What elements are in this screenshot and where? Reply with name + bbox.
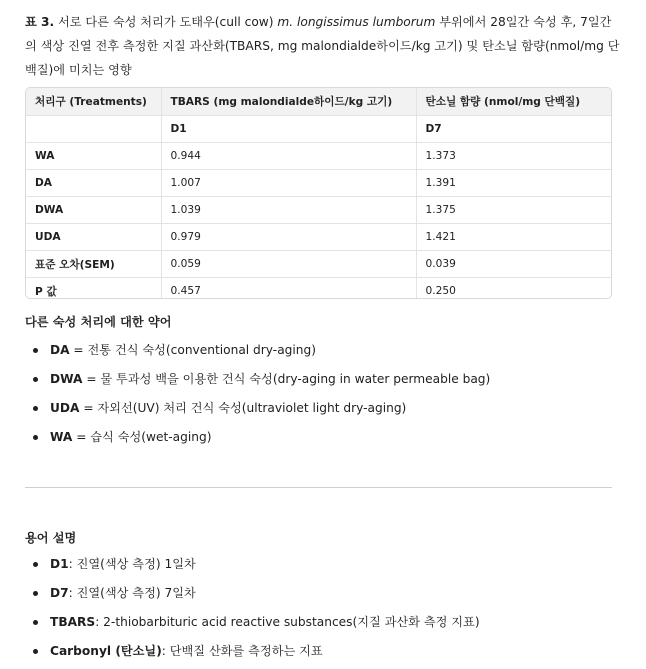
carbonyl-value: 1.373 <box>416 143 612 170</box>
tbars-value: 1.007 <box>161 170 416 197</box>
abbrev-term: WA <box>50 430 73 444</box>
row-label: P 값 <box>26 278 161 300</box>
tbars-value: 0.457 <box>161 278 416 300</box>
table-row <box>26 143 612 170</box>
row-label: DA <box>26 170 161 197</box>
list-item <box>25 550 480 579</box>
list-item <box>25 336 490 365</box>
glossary-term: Carbonyl (탄소닐) <box>50 644 162 658</box>
subheader-d7: D7 <box>416 116 612 143</box>
table-subheader-row <box>26 116 612 143</box>
caption-label: 표 3. <box>25 15 55 29</box>
list-item <box>25 579 480 608</box>
tbars-value: 0.979 <box>161 224 416 251</box>
table-row <box>26 224 612 251</box>
glossary-desc: : 진열(색상 측정) 1일차 <box>68 557 196 571</box>
list-item <box>25 608 480 637</box>
row-label: 표준 오차(SEM) <box>26 251 161 278</box>
list-item <box>25 365 490 394</box>
tbars-value: 1.039 <box>161 197 416 224</box>
caption-species: m. longissimus lumborum <box>277 15 436 29</box>
carbonyl-value: 0.250 <box>425 285 456 297</box>
glossary-term: D7 <box>50 586 69 600</box>
table-row <box>26 197 612 224</box>
caption-text-1: 서로 다른 숙성 처리가 도태우(cull cow) <box>54 15 278 29</box>
abbrev-list <box>25 336 490 452</box>
table-row <box>26 251 612 278</box>
section-divider <box>25 487 612 488</box>
table-row <box>26 170 612 197</box>
carbonyl-value: 1.421 <box>416 224 612 251</box>
list-item <box>25 394 490 423</box>
table-row <box>26 278 612 300</box>
glossary-title: 용어 설명 <box>25 531 77 545</box>
header-carbonyl: 탄소닐 함량 (nmol/mg 단백질) <box>416 88 612 116</box>
tbars-value: 0.944 <box>161 143 416 170</box>
glossary-desc: : 진열(색상 측정) 7일차 <box>68 586 196 600</box>
abbrev-desc: = 물 투과성 백을 이용한 건식 숙성(dry-aging in water permeable bag) <box>82 372 491 386</box>
glossary-desc: : 단백질 산화를 측정하는 지표 <box>161 644 323 658</box>
abbrev-title: 다른 숙성 처리에 대한 약어 <box>25 315 172 329</box>
list-item <box>25 423 490 452</box>
glossary-term: D1 <box>50 557 69 571</box>
glossary-term: TBARS <box>50 615 96 629</box>
caption-text-2: 부위에서 28일간 숙성 후, 7일간의 색상 진열 전후 측정한 지질 과산화(TBARS, mg malondialde하이드/kg 고기) 및 탄소닐 함량(nmol/mg 단백질)에 미치는 영향 <box>25 15 620 77</box>
carbonyl-value: 1.375 <box>416 197 612 224</box>
table-header-row <box>26 88 612 116</box>
row-label: DWA <box>26 197 161 224</box>
abbrev-term: DWA <box>50 372 83 386</box>
abbrev-desc: = 자외선(UV) 처리 건식 숙성(ultraviolet light dry-aging) <box>79 401 407 415</box>
row-label: UDA <box>26 224 161 251</box>
subheader-empty <box>26 116 161 143</box>
row-label: WA <box>26 143 161 170</box>
header-treatments: 처리구 (Treatments) <box>26 88 161 116</box>
carbonyl-value: 0.039 <box>416 251 612 278</box>
subheader-d1: D1 <box>161 116 416 143</box>
tbars-value: 0.059 <box>161 251 416 278</box>
header-tbars: TBARS (mg malondialde하이드/kg 고기) <box>161 88 416 116</box>
list-item <box>25 637 480 666</box>
carbonyl-value: 1.391 <box>416 170 612 197</box>
abbrev-desc: = 전통 건식 숙성(conventional dry-aging) <box>69 343 317 357</box>
results-table <box>25 87 612 299</box>
abbrev-desc: = 습식 숙성(wet-aging) <box>72 430 212 444</box>
glossary-list <box>25 550 480 666</box>
table-caption <box>25 10 621 82</box>
abbrev-term: DA <box>50 343 70 357</box>
abbrev-term: UDA <box>50 401 80 415</box>
glossary-desc: : 2-thiobarbituric acid reactive substances(지질 과산화 측정 지표) <box>95 615 480 629</box>
